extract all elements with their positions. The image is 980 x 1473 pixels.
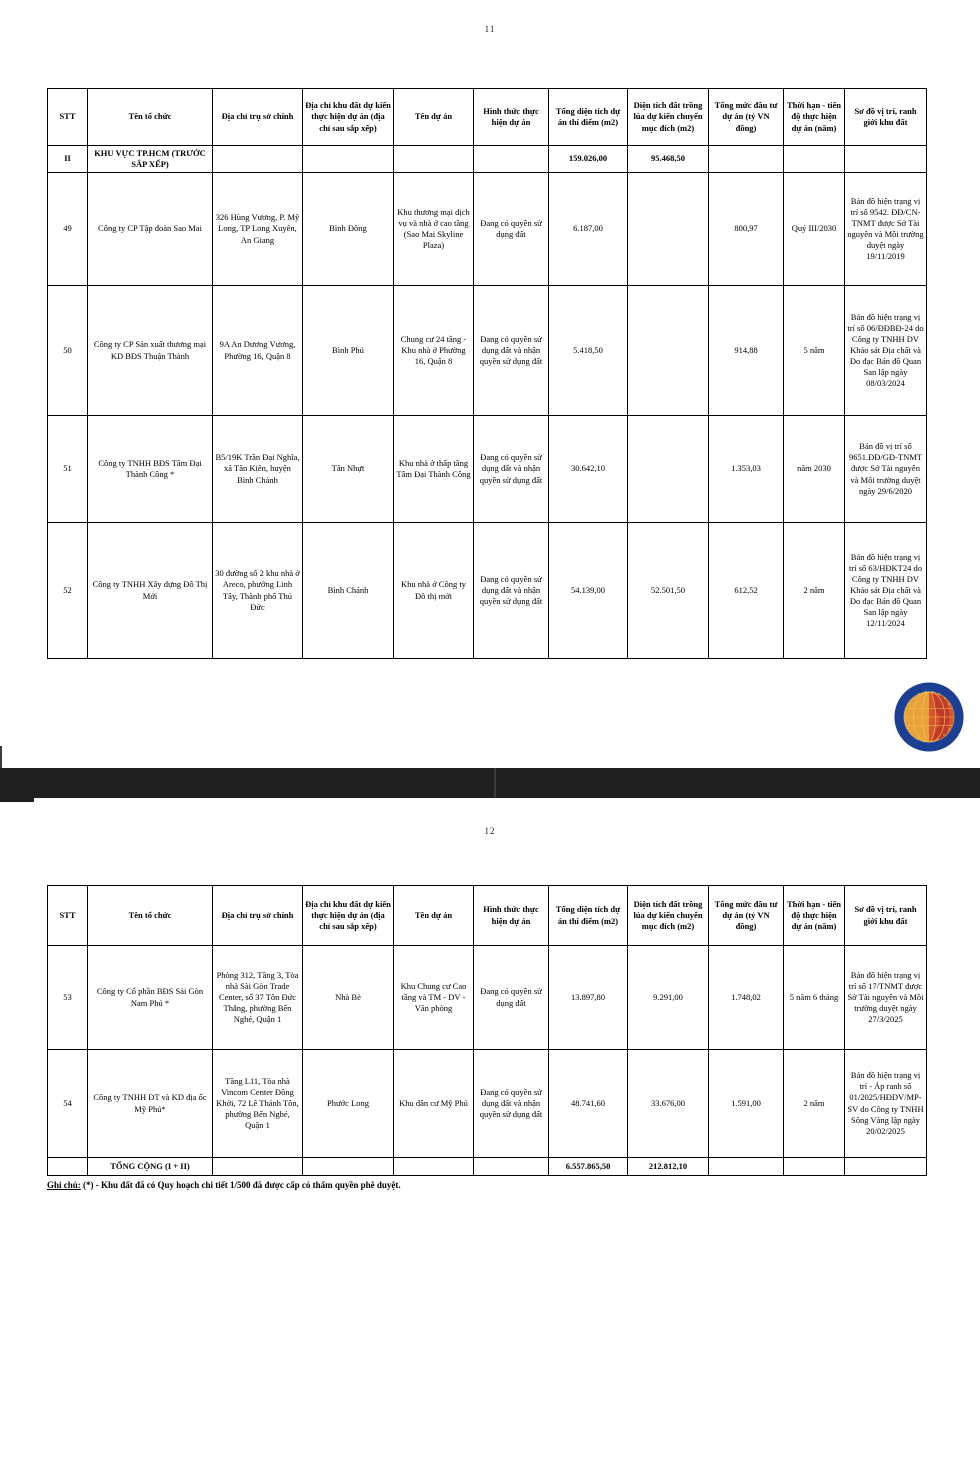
table-cell: Bản đồ hiện trạng vị trí số 9542. ĐĐ/CN-TNMT được Sở Tài nguyên và Môi trường duyệt ngày 19/11/2019: [845, 173, 927, 286]
table-cell: 2 năm: [784, 523, 845, 659]
table-cell: 30.642,10: [549, 416, 628, 523]
table-cell: 53: [48, 946, 88, 1050]
column-header: Tổng mức đầu tư dự án (tỷ VN đồng): [709, 886, 784, 946]
column-header: Tổng diện tích dự án thí điểm (m2): [549, 886, 628, 946]
table-cell: 1.591,00: [709, 1050, 784, 1158]
table-cell: 33.676,00: [628, 1050, 709, 1158]
table-cell: Khu thương mại dịch vụ và nhà ở cao tầng (Sao Mai Skyline Plaza): [394, 173, 474, 286]
column-header: Tên tổ chức: [88, 886, 213, 946]
table-cell: 95.468,50: [628, 146, 709, 173]
table-cell: [709, 1158, 784, 1176]
table-cell: [784, 146, 845, 173]
table-cell: 1.353,03: [709, 416, 784, 523]
column-header: Sơ đồ vị trí, ranh giới khu đất: [845, 886, 927, 946]
column-header: STT: [48, 89, 88, 146]
column-header: Tên dự án: [394, 886, 474, 946]
table-cell: Bản đồ hiện trạng vị trí số 17/TNMT được Sở Tài nguyên và Môi trường duyệt ngày 27/3/2025: [845, 946, 927, 1050]
table-cell: B5/19K Trần Đại Nghĩa, xã Tân Kiên, huyện Bình Chánh: [213, 416, 303, 523]
table-cell: Đang có quyền sử dụng đất: [474, 173, 549, 286]
table-cell: [628, 286, 709, 416]
table-row: [48, 1158, 927, 1176]
table-cell: Khu Chung cư Cao tầng và TM - DV - Văn phòng: [394, 946, 474, 1050]
table-cell: 5.418,50: [549, 286, 628, 416]
table-cell: 49: [48, 173, 88, 286]
table-cell: Công ty TNHH ĐT và KD địa ốc Mỹ Phú*: [88, 1050, 213, 1158]
table-cell: Khu nhà ở thấp tầng Tâm Đại Thành Công: [394, 416, 474, 523]
table-cell: Đang có quyền sử dụng đất và nhận quyền sử dụng đất: [474, 523, 549, 659]
table-cell: 5 năm: [784, 286, 845, 416]
divider-notch: [0, 798, 34, 802]
column-header: Diện tích đất trồng lúa dự kiến chuyển mục đích (m2): [628, 886, 709, 946]
table-cell: Tầng L11, Tòa nhà Vincom Center Đồng Khởi, 72 Lê Thánh Tôn, phường Bến Nghé, Quận 1: [213, 1050, 303, 1158]
divider-seam: [494, 768, 496, 798]
table-cell: 6.557.865,50: [549, 1158, 628, 1176]
table-cell: 212.812,10: [628, 1158, 709, 1176]
organization-seal: [893, 681, 965, 753]
table-cell: 48.741,60: [549, 1050, 628, 1158]
table-cell: 52: [48, 523, 88, 659]
table-cell: 1.748,02: [709, 946, 784, 1050]
table-cell: KHU VỰC TP.HCM (TRƯỚC SẮP XẾP): [88, 146, 213, 173]
table-cell: Quý III/2030: [784, 173, 845, 286]
table-row: [48, 286, 927, 416]
page-number-12: 12: [484, 826, 496, 836]
table-cell: 159.026,00: [549, 146, 628, 173]
table-cell: Đang có quyền sử dụng đất và nhận quyền sử dụng đất: [474, 416, 549, 523]
column-header: Địa chỉ trụ sở chính: [213, 886, 303, 946]
land-projects-table-page-11: [47, 88, 927, 659]
land-projects-table-page-12: [47, 885, 927, 1176]
table-cell: Khu dân cư Mỹ Phú: [394, 1050, 474, 1158]
table-cell: Công ty TNHH Xây dựng Đô Thị Mới: [88, 523, 213, 659]
table-cell: 2 năm: [784, 1050, 845, 1158]
page-number-11: 11: [484, 24, 496, 34]
column-header: Địa chỉ khu đất dự kiến thực hiện dự án (địa chỉ sau sắp xếp): [303, 886, 394, 946]
table-cell: [394, 146, 474, 173]
column-header: Tổng diện tích dự án thí điểm (m2): [549, 89, 628, 146]
table-cell: Bản đồ vị trí số 9651.ĐĐ/GĐ-TNMT được Sở Tài nguyên và Môi trường duyệt ngày 29/6/2020: [845, 416, 927, 523]
table-cell: 51: [48, 416, 88, 523]
table-row: [48, 946, 927, 1050]
table-cell: II: [48, 146, 88, 173]
table-cell: [628, 173, 709, 286]
table-cell: 6.187,00: [549, 173, 628, 286]
table-cell: Công ty Cổ phần BĐS Sài Gòn Nam Phú *: [88, 946, 213, 1050]
table-cell: 800,97: [709, 173, 784, 286]
table-cell: 13.897,80: [549, 946, 628, 1050]
header-row: [48, 89, 927, 146]
footnote: [47, 1180, 927, 1190]
column-header: Sơ đồ vị trí, ranh giới khu đất: [845, 89, 927, 146]
table-cell: 54.139,00: [549, 523, 628, 659]
column-header: Địa chỉ trụ sở chính: [213, 89, 303, 146]
table-cell: [48, 1158, 88, 1176]
table-cell: [628, 416, 709, 523]
national-planning-seal-icon: [893, 681, 965, 753]
column-header: Tổng mức đầu tư dự án (tỷ VN đồng): [709, 89, 784, 146]
table-cell: Nhà Bè: [303, 946, 394, 1050]
table-cell: 54: [48, 1050, 88, 1158]
column-header: Thời hạn - tiến độ thực hiện dự án (năm): [784, 886, 845, 946]
table-cell: Chung cư 24 tầng - Khu nhà ở Phường 16, Quận 8: [394, 286, 474, 416]
column-header: STT: [48, 886, 88, 946]
table-cell: [303, 1158, 394, 1176]
table-cell: 52.501,50: [628, 523, 709, 659]
table-cell: [474, 1158, 549, 1176]
table-cell: Bình Chánh: [303, 523, 394, 659]
table-cell: Bình Đông: [303, 173, 394, 286]
column-header: Tên dự án: [394, 89, 474, 146]
table-cell: Công ty CP Sản xuất thương mại KD BĐS Thuận Thành: [88, 286, 213, 416]
table-cell: [474, 146, 549, 173]
table-cell: 9.291,00: [628, 946, 709, 1050]
table-row: [48, 1050, 927, 1158]
page-scan-edge: [0, 746, 2, 768]
table-cell: 50: [48, 286, 88, 416]
table-cell: Bản đồ hiện trạng vị trí số 63/HĐKT24 do Công ty TNHH DV Khảo sát Địa chất và Đo đạc Bản đồ Quan San lập ngày 12/11/2024: [845, 523, 927, 659]
column-header: Hình thức thực hiện dự án: [474, 886, 549, 946]
table-row: [48, 173, 927, 286]
table-cell: [845, 146, 927, 173]
table-row: [48, 523, 927, 659]
table-cell: Bản đồ hiện trạng vị trí - Áp ranh số 01/2025/HĐDV/MP-SV do Công ty TNHH Sông Vàng lập ngày 20/02/2025: [845, 1050, 927, 1158]
table-cell: Phước Long: [303, 1050, 394, 1158]
table-cell: TỔNG CỘNG (I + II): [88, 1158, 213, 1176]
column-header: Diện tích đất trồng lúa dự kiến chuyển mục đích (m2): [628, 89, 709, 146]
footnote-label: Ghi chú:: [47, 1180, 81, 1190]
table-cell: 326 Hùng Vương, P. Mỹ Long, TP Long Xuyên, An Giang: [213, 173, 303, 286]
table-cell: 30 đường số 2 khu nhà ở Areco, phường Linh Tây, Thành phố Thủ Đức: [213, 523, 303, 659]
table-cell: Đang có quyền sử dụng đất và nhận quyền sử dụng đất: [474, 1050, 549, 1158]
table-cell: Khu nhà ở Công ty Đô thị mới: [394, 523, 474, 659]
column-header: Tên tổ chức: [88, 89, 213, 146]
table-cell: Bản đồ hiện trạng vị trí số 06/ĐĐBĐ-24 do Công ty TNHH DV Khảo sát Địa chất và Đo đạc Bản đồ Quan San lập ngày 08/03/2024: [845, 286, 927, 416]
table-cell: năm 2030: [784, 416, 845, 523]
table-cell: [303, 146, 394, 173]
table-cell: Phòng 312, Tầng 3, Tòa nhà Sài Gòn Trade Center, số 37 Tôn Đức Thắng, phường Bến Nghé, Quận 1: [213, 946, 303, 1050]
table-cell: Bình Phú: [303, 286, 394, 416]
table-cell: 612,52: [709, 523, 784, 659]
table-cell: 9A An Dương Vương, Phường 16, Quận 8: [213, 286, 303, 416]
table-cell: [845, 1158, 927, 1176]
header-row: [48, 886, 927, 946]
table-cell: 914,88: [709, 286, 784, 416]
table-cell: [394, 1158, 474, 1176]
table-row: [48, 146, 927, 173]
table-cell: [784, 1158, 845, 1176]
table-cell: [709, 146, 784, 173]
table-cell: Tân Nhựt: [303, 416, 394, 523]
table-cell: [213, 1158, 303, 1176]
footnote-text: (*) - Khu đất đã có Quy hoạch chi tiết 1/500 đã được cấp có thẩm quyền phê duyệt.: [80, 1180, 401, 1190]
table-cell: Đang có quyền sử dụng đất và nhận quyền sử dụng đất: [474, 286, 549, 416]
table-cell: 5 năm 6 tháng: [784, 946, 845, 1050]
column-header: Hình thức thực hiện dự án: [474, 89, 549, 146]
table-cell: Công ty CP Tập đoàn Sao Mai: [88, 173, 213, 286]
column-header: Thời hạn - tiến độ thực hiện dự án (năm): [784, 89, 845, 146]
table-cell: [213, 146, 303, 173]
table-row: [48, 416, 927, 523]
column-header: Địa chỉ khu đất dự kiến thực hiện dự án (địa chỉ sau sắp xếp): [303, 89, 394, 146]
table-cell: Công ty TNHH BĐS Tâm Đại Thành Công *: [88, 416, 213, 523]
table-cell: Đang có quyền sử dụng đất: [474, 946, 549, 1050]
page-divider-bar: [0, 768, 980, 798]
